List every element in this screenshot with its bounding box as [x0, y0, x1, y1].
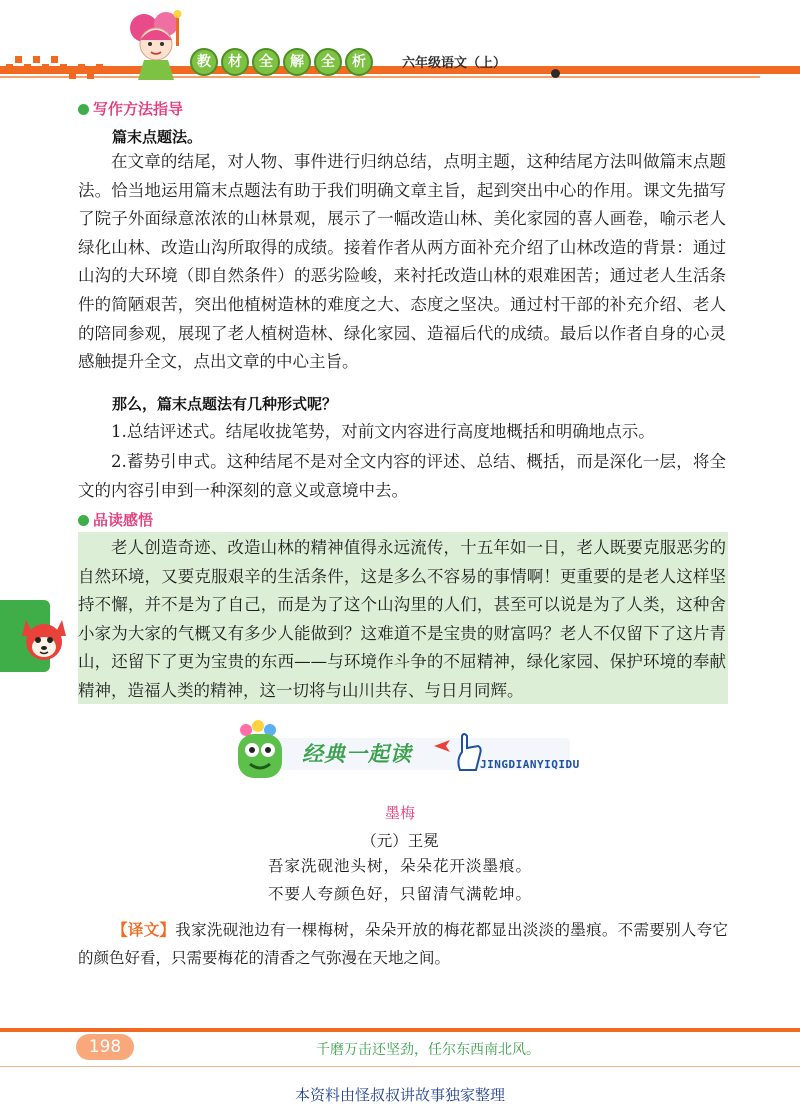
footer-orange-line	[0, 1028, 800, 1032]
reflection-paragraph: 老人创造奇迹、改造山林的精神值得永远流传，十五年如一日，老人既要克服恶劣的自然环境，又要克服艰辛的生活条件，这是多么不容易的事情啊！更重要的是老人这样坚持不懈，并不是为了自己，而是为了这个山沟里的人们，甚至可以说是为了人类，这种舍小家为大家的气概又有多少人能做到？这难道不是宝贵的财富吗？老人不仅留下了这片青山，还留下了更为宝贵的东西——与环境作斗争的不屈精神，绿化家园、保护环境的奉献精神，造福人类的精神，这一切将与山川共存、与日月同辉。	[78, 538, 726, 700]
list-item-extension: 2.蓄势引申式。这种结尾不是对全文内容的评述、总结、概括，而是深化一层，将全文的内容引申到一种深刻的意义或意境中去。	[78, 452, 726, 500]
girl-mascot-icon	[120, 6, 194, 86]
poem-translation	[78, 916, 728, 972]
title-char: 材	[221, 48, 249, 76]
poem-line: 吾家洗砚池头树，朵朵花开淡墨痕。	[267, 857, 532, 875]
footer-quote: 千磨万击还坚劲，任尔东西南北风。	[316, 1042, 540, 1058]
poem-title: 墨梅	[384, 804, 415, 822]
header-dot	[551, 69, 560, 78]
title-char: 解	[283, 48, 311, 76]
grade-label: 六年级语文（上）	[402, 56, 507, 71]
poem-author: （元）王冕	[361, 832, 439, 850]
translation-tag: 【译文】	[112, 921, 176, 939]
section-heading-writing: 写作方法指导	[78, 98, 183, 119]
page-header	[0, 0, 800, 100]
page-number: 198	[76, 1034, 134, 1060]
green-monster-icon	[228, 720, 292, 782]
translation-text: 我家洗砚池边有一棵梅树，朵朵开放的梅花都显出淡淡的墨痕。不需要别人夸它的颜色好看，只需要梅花的清香之气弥漫在天地之间。	[78, 921, 728, 967]
list-item-summary: 1.总结评述式。结尾收拢笔势，对前文内容进行高度地概括和明确地点示。	[111, 422, 655, 441]
banner-title: 经典一起读	[302, 742, 412, 766]
title-char: 析	[345, 48, 373, 76]
subheading: 篇末点题法。	[112, 128, 203, 146]
body-paragraph: 在文章的结尾，对人物、事件进行归纳总结，点明主题，这种结尾方法叫做篇末点题法。恰当地运用篇末点题法有助于我们明确文章主旨，起到突出中心的作用。课文先描写了院子外面绿意浓浓的山林景观，展示了一幅改造山林、美化家园的喜人画卷，喻示老人绿化山林、改造山沟所取得的成绩。接着作者从两方面补充介绍了山林改造的背景：通过山沟的大环境（即自然条件）的恶劣险峻，来衬托改造山林的艰难困苦；通过老人生活条件的简陋艰苦，突出他植树造林的难度之大、态度之坚决。通过村干部的补充介绍、老人的陪同参观，展现了老人植树造林、绿化家园、造福后代的成绩。最后以作者自身的心灵感触提升全文，点出文章的中心主旨。	[78, 152, 726, 372]
green-bullet-icon	[78, 104, 89, 115]
title-char: 全	[252, 48, 280, 76]
classic-reading-banner	[228, 720, 580, 782]
question-line: 那么，篇末点题法有几种形式呢？	[112, 395, 338, 413]
source-credit: 本资料由怪叔叔讲故事独家整理	[294, 1086, 505, 1104]
book-series-title	[190, 48, 373, 76]
title-char: 教	[190, 48, 218, 76]
section-heading-reading: 品读感悟	[78, 509, 153, 530]
green-bullet-icon	[78, 515, 89, 526]
footer-thin-line	[0, 1066, 800, 1067]
poem-line: 不要人夸颜色好，只留清气满乾坤。	[267, 885, 532, 903]
arrow-icon	[434, 738, 456, 754]
fox-mascot-icon	[14, 610, 74, 666]
banner-pinyin: JINGDIANYIQIDU	[480, 758, 580, 771]
title-char: 全	[314, 48, 342, 76]
